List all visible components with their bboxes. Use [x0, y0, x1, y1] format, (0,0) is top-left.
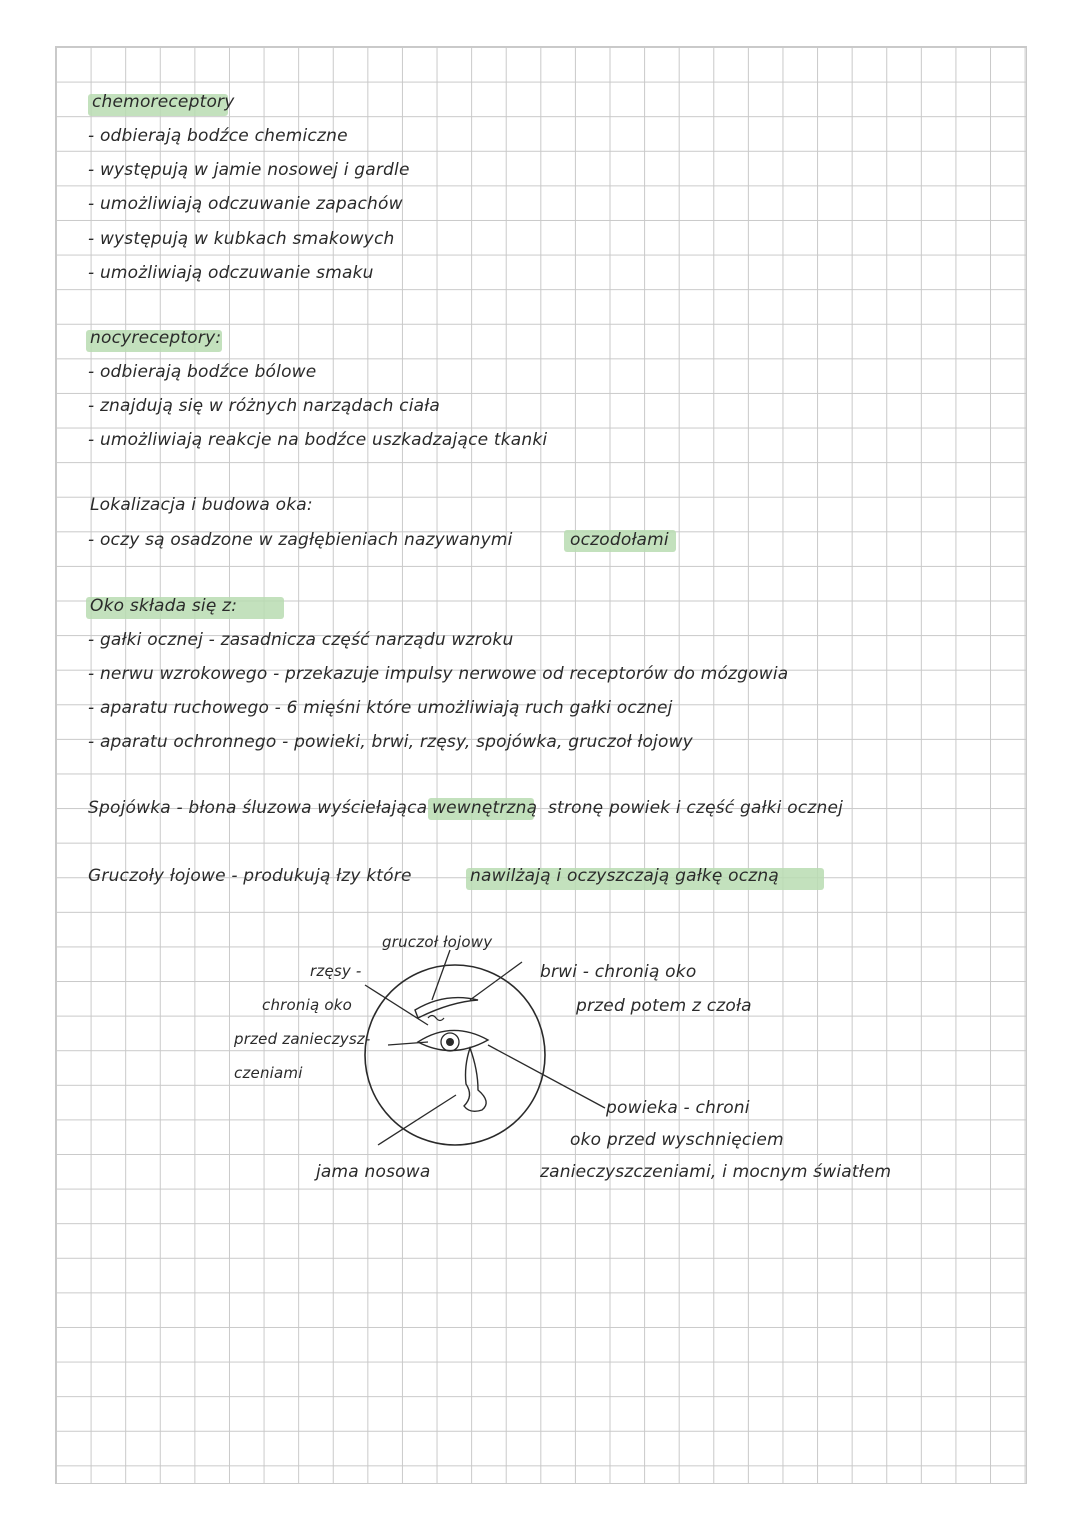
noc-line-1: - odbierają bodźce bólowe — [88, 362, 317, 382]
oko-line-2: - nerwu wzrokowego - przekazuje impulsy nerwowe od receptorów do mózgowia — [88, 664, 789, 684]
spojowka-highlight: wewnętrzną — [432, 798, 538, 818]
leader-rzesy — [365, 985, 428, 1025]
label-brwi-2: przed potem z czoła — [576, 996, 752, 1016]
label-gruczol: gruczoł łojowy — [382, 933, 493, 951]
heading-nocyreceptory: nocyreceptory: — [90, 328, 222, 348]
noc-line-3: - umożliwiają reakcje na bodźce uszkadzające tkanki — [88, 430, 548, 450]
label-rzesy-1: rzęsy - — [310, 962, 362, 980]
label-jama: jama nosowa — [316, 1162, 431, 1182]
leader-powieka — [488, 1045, 605, 1108]
oko-line-1: - gałki ocznej - zasadnicza część narządu wzroku — [88, 630, 514, 650]
leader-rzesy-2 — [388, 1042, 428, 1045]
lokalizacja-line: - oczy są osadzone w zagłębieniach nazywanymi — [88, 530, 513, 550]
noc-line-2: - znajdują się w różnych narządach ciała — [88, 396, 440, 416]
label-rzesy-4: czeniami — [234, 1064, 303, 1082]
chemo-line-5: - umożliwiają odczuwanie smaku — [88, 263, 374, 283]
label-rzesy-3: przed zanieczysz- — [234, 1030, 371, 1048]
leader-gruczol — [432, 950, 450, 1000]
label-powieka-2: oko przed wyschnięciem — [570, 1130, 784, 1150]
label-brwi-1: brwi - chronią oko — [540, 962, 697, 982]
gruczoly-prefix: Gruczoły łojowe - produkują łzy które — [88, 866, 412, 886]
chemo-line-3: - umożliwiają odczuwanie zapachów — [88, 194, 403, 214]
chemo-line-2: - występują w jamie nosowej i gardle — [88, 160, 410, 180]
leader-jama — [378, 1095, 456, 1145]
chemo-line-1: - odbierają bodźce chemiczne — [88, 126, 348, 146]
gruczoly-highlight: nawilżają i oczyszczają gałkę oczną — [470, 866, 779, 886]
label-rzesy-2: chronią oko — [262, 996, 352, 1014]
oko-line-3: - aparatu ruchowego - 6 mięśni które umożliwiają ruch gałki ocznej — [88, 698, 673, 718]
heading-lokalizacja: Lokalizacja i budowa oka: — [90, 495, 313, 515]
heading-oko: Oko składa się z: — [90, 596, 238, 616]
leader-brwi — [470, 962, 522, 1000]
spojowka-suffix: stronę powiek i część gałki ocznej — [548, 798, 844, 818]
spojowka-prefix: Spojówka - błona śluzowa wyściełająca — [88, 798, 428, 818]
oko-line-4: - aparatu ochronnego - powieki, brwi, rzęsy, spojówka, gruczoł łojowy — [88, 732, 693, 752]
chemo-line-4: - występują w kubkach smakowych — [88, 229, 395, 249]
label-powieka-3: zanieczyszczeniami, i mocnym światłem — [540, 1162, 892, 1182]
heading-chemoreceptory: chemoreceptory — [92, 92, 235, 112]
oczodoly-word: oczodołami — [570, 530, 669, 550]
label-powieka-1: powieka - chroni — [606, 1098, 750, 1118]
